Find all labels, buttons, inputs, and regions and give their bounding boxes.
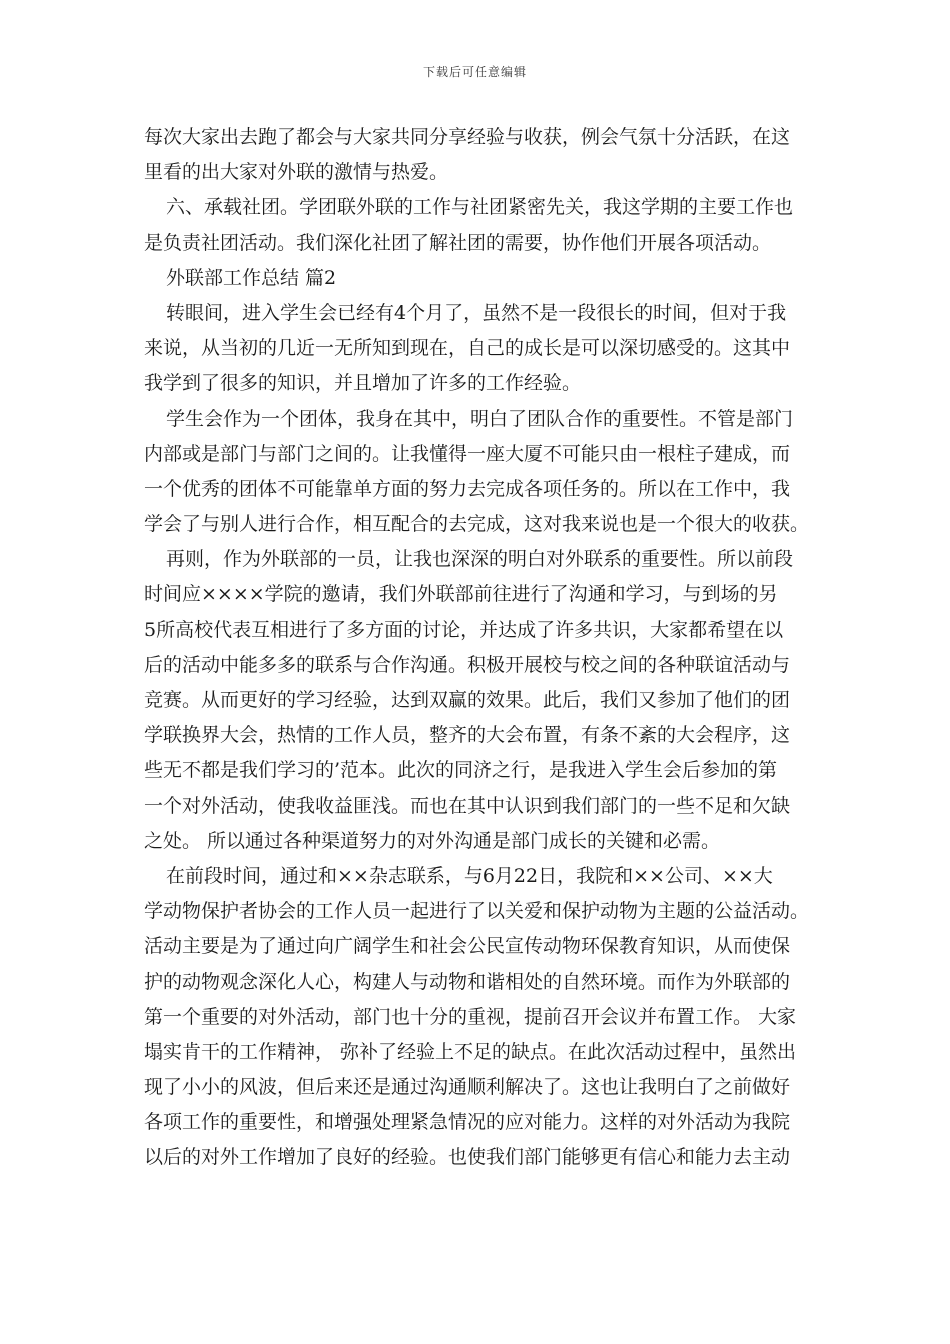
text-line: 活动主要是为了通过向广阔学生和社会公民宣传动物环保教育知识，从而使保	[144, 935, 791, 958]
text-line: 里看的出大家对外联的激情与热爱。	[144, 161, 449, 184]
text-line: 以后的对外工作增加了良好的经验。也使我们部门能够更有信心和能力去主动	[144, 1146, 791, 1169]
text-line: 时间应××××学院的邀请，我们外联部前往进行了沟通和学习，与到场的另	[144, 583, 778, 606]
text-line: 竞赛。从而更好的学习经验，达到双赢的效果。此后，我们又参加了他们的团	[144, 689, 791, 711]
text-line: 再则，作为外联部的一员，让我也深深的明白对外联系的重要性。所以前段	[166, 548, 794, 571]
text-line: 来说，从当初的几近一无所知到现在，自己的成长是可以深切感受的。这其中	[144, 337, 791, 360]
text-line: 我学到了很多的知识，并且增加了许多的工作经验。	[144, 372, 582, 395]
text-line: 学生会作为一个团体，我身在其中，明白了团队合作的重要性。不管是部门	[166, 407, 794, 430]
text-line: 每次大家出去跑了都会与大家共同分享经验与收获，例会气氛十分活跃，在这	[144, 126, 791, 148]
text-line: 5所高校代表互相进行了多方面的讨论，并达成了许多共识，大家都希望在以	[144, 618, 784, 641]
text-line: 在前段时间，通过和××杂志联系，与6月22日，我院和××公司、××大	[166, 864, 773, 887]
text-line: 第一个重要的对外活动，部门也十分的重视，提前召开会议并布置工作。 大家	[144, 1005, 797, 1028]
text-line: 学动物保护者协会的工作人员一起进行了以关爱和保护动物为主题的公益活动。	[144, 900, 810, 923]
text-line: 内部或是部门与部门之间的。让我懂得一座大厦不可能只由一根柱子建成，而	[144, 442, 791, 465]
text-line: 学联换界大会，热情的工作人员，整齐的大会布置，有条不紊的大会程序，这	[144, 724, 791, 747]
text-line: 外联部工作总结 篇2	[166, 266, 337, 289]
text-line: 之处。 所以通过各种渠道努力的对外沟通是部门成长的关键和必需。	[144, 829, 721, 852]
page-header: 下载后可任意编辑	[422, 65, 527, 79]
text-line: 六、承载社团。学团联外联的工作与社团紧密先关，我这学期的主要工作也	[166, 196, 794, 219]
document-body	[144, 120, 814, 1176]
text-line: 学会了与别人进行合作，相互配合的去完成，这对我来说也是一个很大的收获。	[144, 513, 810, 536]
text-line: 是负责社团活动。我们深化社团了解社团的需要，协作他们开展各项活动。	[144, 231, 772, 254]
text-line: 塌实肯干的工作精神， 弥补了经验上不足的缺点。在此次活动过程中，虽然出	[144, 1040, 797, 1063]
text-line: 些无不都是我们学习的’范本。此次的同济之行，是我进入学生会后参加的第	[144, 759, 778, 782]
text-line: 一个对外活动，使我收益匪浅。而也在其中认识到我们部门的一些不足和欠缺	[144, 794, 791, 817]
text-line: 一个优秀的团体不可能靠单方面的努力去完成各项任务的。所以在工作中，我	[144, 477, 791, 500]
text-line: 护的动物观念深化人心，构建人与动物和谐相处的自然环境。而作为外联部的	[144, 970, 791, 993]
text-line: 后的活动中能多多的联系与合作沟通。积极开展校与校之间的各种联谊活动与	[144, 653, 791, 676]
text-line: 各项工作的重要性，和增强处理紧急情况的应对能力。这样的对外活动为我院	[144, 1111, 791, 1134]
text-line: 现了小小的风波，但后来还是通过沟通顺利解决了。这也让我明白了之前做好	[144, 1076, 791, 1099]
text-line: 转眼间，进入学生会已经有4个月了，虽然不是一段很长的时间，但对于我	[166, 301, 787, 324]
